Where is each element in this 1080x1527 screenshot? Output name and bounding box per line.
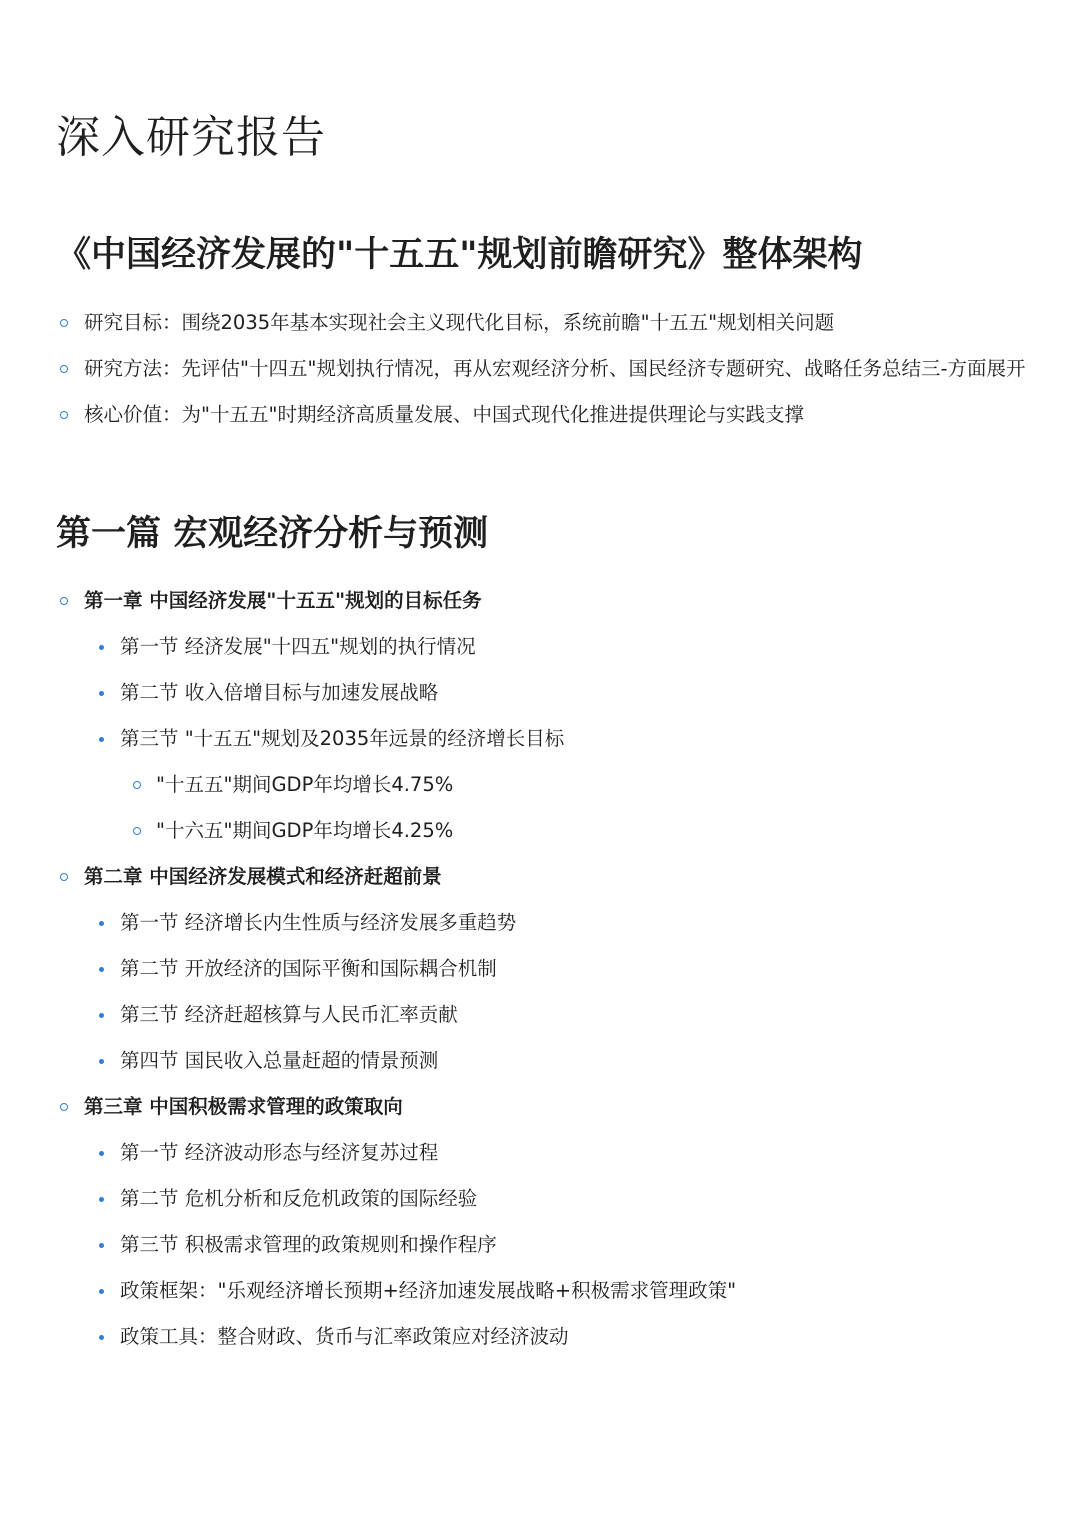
section-text: 第三节 "十五五"规划及2035年远景的经济增长目标 bbox=[120, 727, 565, 750]
section-text: 第四节 国民收入总量赶超的情景预测 bbox=[120, 1049, 439, 1072]
section-item bbox=[0, 1000, 1054, 1030]
list-item-text: 研究目标：围绕2035年基本实现社会主义现代化目标，系统前瞻"十五五"规划相关问题 bbox=[84, 311, 835, 334]
part1-heading: 第一篇 宏观经济分析与预测 bbox=[56, 514, 489, 554]
list-item bbox=[0, 354, 1054, 384]
section-text: 政策工具：整合财政、货币与汇率政策应对经济波动 bbox=[120, 1325, 569, 1348]
section-item bbox=[0, 954, 1054, 984]
overview-list bbox=[0, 308, 1054, 446]
section-item bbox=[0, 632, 1054, 662]
overview-heading: 《中国经济发展的"十五五"规划前瞻研究》整体架构 bbox=[56, 235, 863, 275]
section-text: 第二节 开放经济的国际平衡和国际耦合机制 bbox=[120, 957, 497, 980]
section-item bbox=[0, 724, 1054, 754]
section-item bbox=[0, 1138, 1054, 1168]
section-item bbox=[0, 1184, 1054, 1214]
page-title: 深入研究报告 bbox=[56, 112, 326, 163]
section-text: 第一节 经济波动形态与经济复苏过程 bbox=[120, 1141, 439, 1164]
list-item bbox=[0, 400, 1054, 430]
chapter-title-text: 第二章 中国经济发展模式和经济赶超前景 bbox=[84, 865, 442, 888]
section-item bbox=[0, 908, 1054, 938]
section-text: 第一节 经济发展"十四五"规划的执行情况 bbox=[120, 635, 476, 658]
section-item bbox=[0, 1230, 1054, 1260]
chapter-title-text: 第三章 中国积极需求管理的政策取向 bbox=[84, 1095, 403, 1118]
section-text: 第三节 经济赶超核算与人民币汇率贡献 bbox=[120, 1003, 458, 1026]
subpoint-item bbox=[0, 770, 1054, 800]
section-item bbox=[0, 1046, 1054, 1076]
chapter-title bbox=[0, 1092, 1054, 1122]
section-item bbox=[0, 1276, 1054, 1306]
list-item-text: 核心价值：为"十五五"时期经济高质量发展、中国式现代化推进提供理论与实践支撑 bbox=[84, 403, 804, 426]
chapter-title bbox=[0, 586, 1054, 616]
part1-outline bbox=[0, 586, 1054, 1368]
section-text: 第一节 经济增长内生性质与经济发展多重趋势 bbox=[120, 911, 517, 934]
section-item bbox=[0, 1322, 1054, 1352]
subpoint-text: "十六五"期间GDP年均增长4.25% bbox=[156, 819, 454, 842]
chapter-title bbox=[0, 862, 1054, 892]
chapter-title-text: 第一章 中国经济发展"十五五"规划的目标任务 bbox=[84, 589, 482, 612]
section-item bbox=[0, 678, 1054, 708]
section-text: 第二节 收入倍增目标与加速发展战略 bbox=[120, 681, 439, 704]
subpoint-text: "十五五"期间GDP年均增长4.75% bbox=[156, 773, 454, 796]
section-text: 第三节 积极需求管理的政策规则和操作程序 bbox=[120, 1233, 497, 1256]
section-text: 政策框架："乐观经济增长预期+经济加速发展战略+积极需求管理政策" bbox=[120, 1279, 737, 1302]
subpoint-item bbox=[0, 816, 1054, 846]
list-item-text: 研究方法：先评估"十四五"规划执行情况，再从宏观经济分析、国民经济专题研究、战略任务总结三-方面展开 bbox=[84, 357, 1026, 380]
section-text: 第二节 危机分析和反危机政策的国际经验 bbox=[120, 1187, 478, 1210]
list-item bbox=[0, 308, 1054, 338]
